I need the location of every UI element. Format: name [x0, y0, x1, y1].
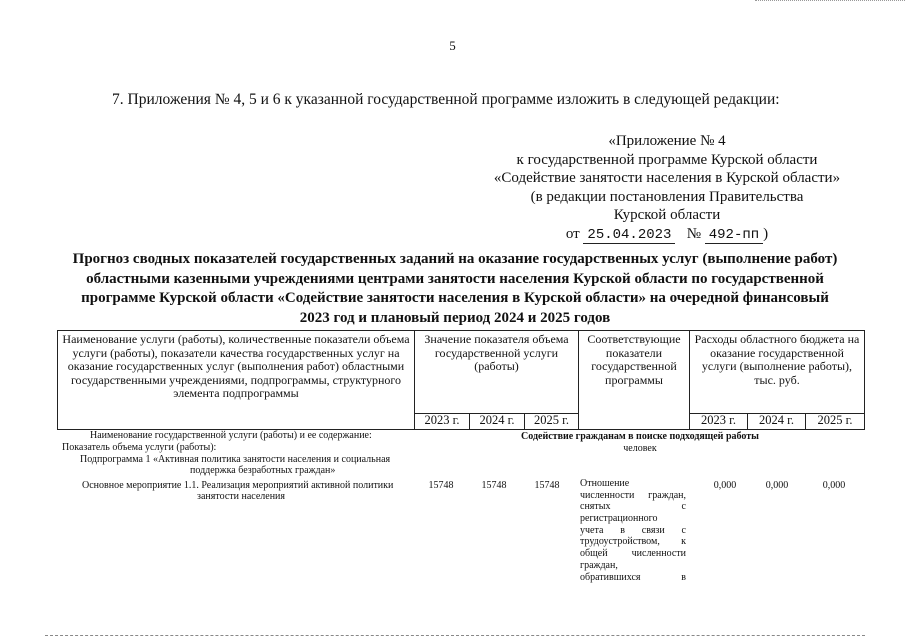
scan-edge-bottom: [45, 635, 865, 639]
indicator-line: общей численности: [580, 548, 686, 560]
title-line-4: 2023 год и плановый период 2024 и 2025 годов: [299, 309, 611, 326]
indicator-line: регистрационного: [580, 513, 658, 525]
header-service-name: Наименование услуги (работы), количественные показатели объема услуги (работы), показатели качества государственных услуг на оказание государственных услуг (выполнения работ) областными государственными учреждениями, подпрограммы, структурного элемента подпрограммы: [58, 331, 415, 430]
appendix-line-5: Курской области: [613, 207, 721, 223]
expense-2025: 0,000: [822, 480, 846, 491]
year-2024: 2024 г.: [470, 414, 525, 430]
expense-year-2023: 2023 г.: [690, 414, 748, 430]
title-line-1: Прогноз сводных показателей государственных заданий на оказание государственных услуг (выполнение работ): [72, 251, 838, 267]
resolution-date: 25.04.2023: [583, 227, 675, 244]
appendix-line-3: «Содействие занятости населения в Курской области»: [493, 170, 841, 186]
expense-year-2025: 2025 г.: [806, 414, 865, 430]
service-name-label: Наименование государственной услуги (работы) и ее содержание:: [90, 430, 372, 441]
value-2023: 15748: [428, 480, 454, 491]
appendix-line-2: к государственной программе Курской области: [516, 151, 818, 168]
resolution-number: 492-пп: [705, 227, 763, 244]
indicator-line: граждан,: [580, 559, 618, 571]
header-program-indicators: Соответствующие показатели государственной программы: [579, 331, 690, 430]
title-line-2: областными казенными учреждениями центрами занятости населения Курской области по государственной: [86, 270, 824, 287]
service-name-value: Содействие гражданам в поиске подходящей работы: [521, 431, 759, 442]
appendix-date-line: [480, 225, 854, 245]
forecast-table-header: [57, 330, 865, 430]
document-title: [50, 250, 860, 328]
appendix-heading: [480, 132, 854, 244]
program-indicator-text: [580, 478, 686, 583]
from-label: от: [565, 225, 580, 242]
subprogram-line-1: Подпрограмма 1 «Активная политика занятости населения и социальная: [80, 454, 391, 465]
expense-year-2024: 2024 г.: [748, 414, 806, 430]
year-2025: 2025 г.: [525, 414, 579, 430]
indicator-line: учета в связи с: [580, 524, 686, 536]
number-label: №: [686, 225, 701, 242]
value-2024: 15748: [481, 480, 507, 491]
year-2023: 2023 г.: [415, 414, 470, 430]
main-event-line-1: Основное мероприятие 1.1. Реализация мероприятий активной политики: [82, 480, 394, 491]
scan-edge-top: [755, 0, 905, 3]
indicator-line: Отношение: [580, 478, 630, 489]
value-2025: 15748: [534, 480, 560, 491]
indicator-line: обратившихся в: [580, 571, 686, 583]
appendix-line-4: (в редакции постановления Правительства: [530, 188, 804, 205]
title-line-3: программе Курской области «Содействие занятости населения в Курской области» на очередной финансовый: [81, 290, 829, 306]
header-budget-expenses: Расходы областного бюджета на оказание государственной услуги (выполнение работы), тыс. руб.: [690, 331, 865, 414]
page-number: 5: [449, 38, 456, 53]
header-volume-value: Значение показателя объема государственной услуги (работы): [415, 331, 579, 414]
volume-unit: человек: [623, 443, 657, 454]
expense-2023: 0,000: [713, 480, 737, 491]
appendix-line-1: «Приложение № 4: [608, 133, 726, 149]
main-event-line-2: занятости населения: [197, 491, 286, 502]
closing-paren: ): [763, 225, 769, 242]
indicator-line: трудоустройством, к: [580, 536, 686, 548]
indicator-line: снятых с: [580, 501, 686, 513]
indicator-line: численности граждан,: [580, 489, 686, 501]
subprogram-line-2: поддержка безработных граждан»: [190, 465, 336, 476]
volume-label: Показатель объема услуги (работы):: [62, 442, 217, 453]
intro-paragraph: 7. Приложения № 4, 5 и 6 к указанной государственной программе изложить в следующей редакции:: [112, 91, 780, 108]
expense-2024: 0,000: [765, 480, 789, 491]
